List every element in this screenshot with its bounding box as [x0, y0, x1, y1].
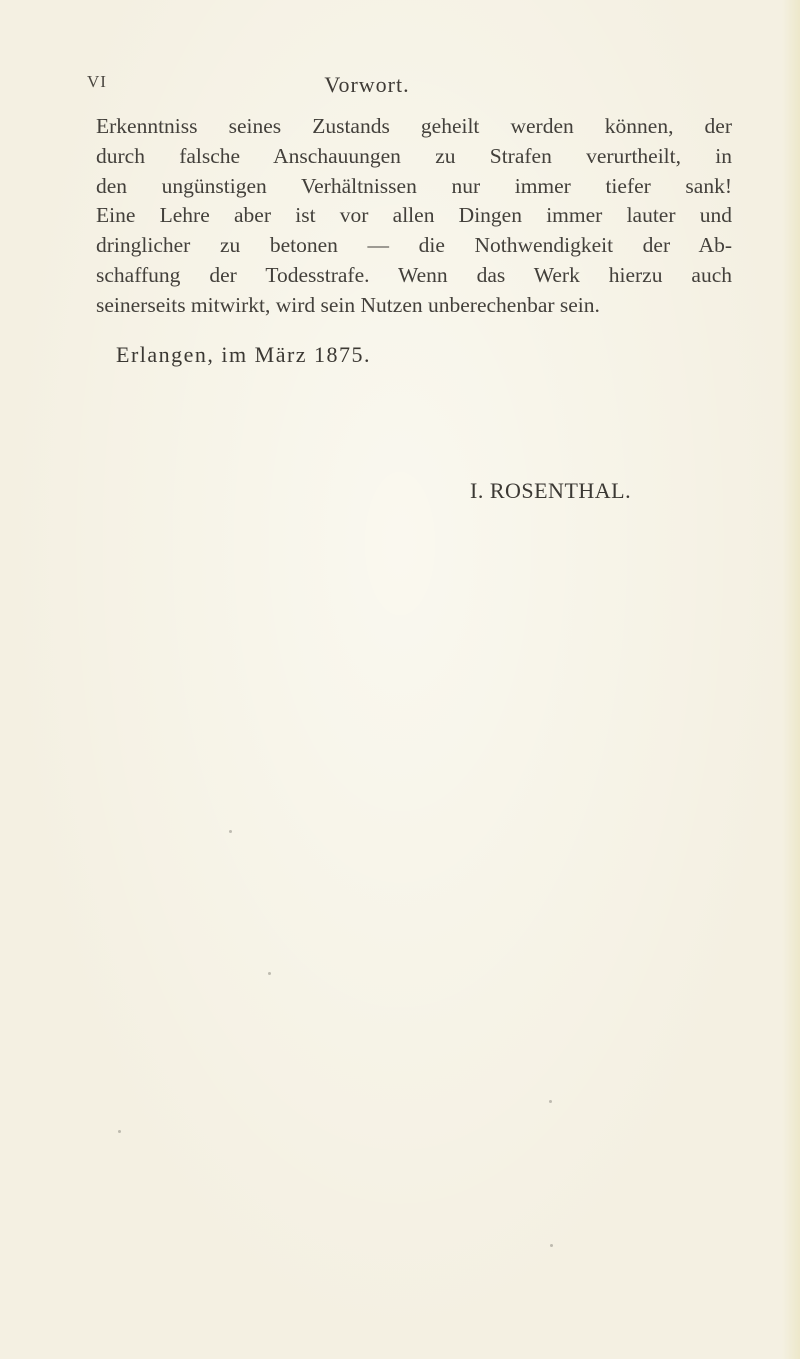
text-line: durch falsche Anschauungen zu Strafen verurtheilt, in — [96, 143, 732, 168]
paper-speck — [550, 1244, 553, 1247]
paper-speck — [549, 1100, 552, 1103]
text-line: Eine Lehre aber ist vor allen Dingen immer lauter und — [96, 203, 732, 228]
paper-speck — [229, 830, 232, 833]
text-line: seinerseits mitwirkt, wird sein Nutzen unberechenbar sein. — [96, 292, 600, 317]
preface-paragraph — [96, 112, 732, 321]
text-line: schaffung der Todesstrafe. Wenn das Werk hierzu auch — [96, 262, 732, 287]
text-line: dringlicher zu betonen — die Nothwendigkeit der Ab- — [96, 233, 732, 258]
place-and-date: Erlangen, im März 1875. — [116, 342, 372, 367]
author-signature: I. ROSENTHAL. — [470, 478, 632, 503]
text-line: Erkenntniss seines Zustands geheilt werden können, der — [96, 114, 732, 138]
running-head: Vorwort. — [324, 72, 410, 97]
page-number: VI — [87, 72, 107, 91]
page-header — [87, 72, 727, 102]
text-line: den ungünstigen Verhältnissen nur immer tiefer sank! — [96, 173, 732, 198]
page-edge-shadow — [782, 0, 800, 1359]
paper-speck — [268, 972, 271, 975]
paper-speck — [118, 1130, 121, 1133]
